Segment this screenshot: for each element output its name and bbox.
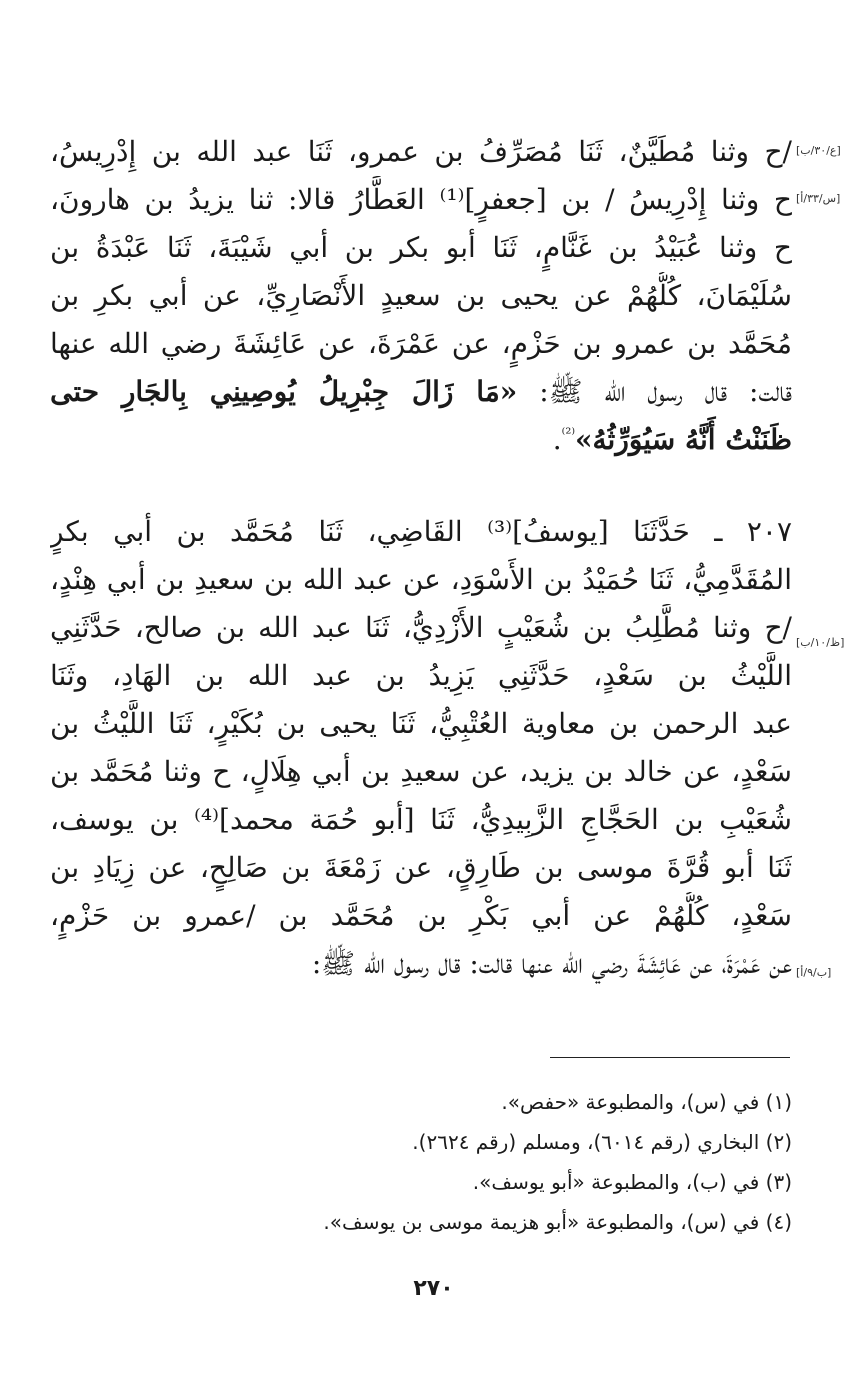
text-line: /ح وثنا مُطَّلِبُ بن شُعَيْبٍ الأَزْدِيُّ، ثَنَا عبد الله بن صالح، حَدَّثَنِي: [50, 611, 792, 644]
margin-ref: [ب/٩/أ]: [796, 966, 832, 979]
text-line: اللَّيْثُ بن سَعْدٍ، حَدَّثَنِي يَزِيدُ بن عبد الله بن الهَادِ، وثَنَا: [50, 659, 792, 692]
period: .: [552, 423, 562, 456]
text-line: سَعْدٍ، كُلُّهُمْ عن أبي بَكْرِ بن مُحَمَّد بن /عمرو بن حَزْمٍ،: [50, 899, 792, 932]
footnote: (٣) في (ب)، والمطبوعة «أبو يوسف».: [472, 1170, 792, 1194]
text-line: سَعْدٍ، عن خالد بن يزيد، عن سعيدِ بن أبي هِلَالٍ، ح وثنا مُحَمَّد بن: [50, 755, 792, 788]
footnote-ref: ⁽²⁾: [561, 424, 576, 443]
quote-intro: قالت: قال رسول الله ﷺ:: [517, 375, 792, 408]
text-line: ح وثنا إِدْرِيسُ / بن [جعفرٍ]⁽¹⁾ العَطَّارُ قالا: ثنا يزيدُ بن هارونَ،: [50, 183, 792, 216]
margin-ref: [ظ/١٠/ب]: [796, 636, 845, 649]
text-line: مُحَمَّد بن عمرو بن حَزْمٍ، عن عَمْرَةَ، عن عَائِشَةَ رضي الله عنها: [50, 327, 792, 360]
hadith-paragraph-207: [50, 508, 792, 988]
margin-ref: [ع/٣٠/ب]: [796, 144, 841, 157]
text-line: [50, 368, 792, 416]
text-line: ٢٠٧ ـ حَدَّثَنَا [يوسفُ]⁽³⁾ القَاضِي، ثَنَا مُحَمَّد بن أبي بكرٍ: [50, 515, 792, 548]
text-line: ح وثنا عُبَيْدُ بن غَنَّامٍ، ثَنَا أبو بكر بن أبي شَيْبَةَ، ثَنَا عَبْدَةُ بن: [50, 231, 792, 264]
text-line: المُقَدَّمِيُّ، ثَنَا حُمَيْدُ بن الأَسْوَدِ، عن عبد الله بن سعيدِ بن أبي هِنْدٍ،: [50, 563, 792, 596]
page-number: ٢٧٠: [413, 1276, 454, 1301]
footnote: (١) في (س)، والمطبوعة «حفص».: [501, 1090, 792, 1114]
text-line: شُعَيْبِ بن الحَجَّاجِ الزَّبِيدِيُّ، ثَنَا [أبو حُمَة محمد]⁽⁴⁾ بن يوسف،: [50, 803, 792, 836]
prophetic-quote: «مَا زَالَ جِبْرِيلُ يُوصِينِي بِالجَارِ حتى: [50, 375, 518, 408]
footnotes: [200, 1082, 792, 1242]
margin-ref: [س/٣٣/أ]: [796, 192, 841, 205]
text-line: [50, 416, 792, 464]
text-line: عبد الرحمن بن معاوية العُتْبِيُّ، ثَنَا يحيى بن بُكَيْرٍ، ثَنَا اللَّيْثُ بن: [50, 707, 792, 740]
hadith-paragraph: [50, 128, 792, 464]
text-line: /ح وثنا مُطَيَّنٌ، ثَنَا مُصَرِّفُ بن عمرو، ثَنَا عبد الله بن إِدْرِيسُ،: [50, 135, 792, 168]
prophetic-quote-end: ظَنَنْتُ أَنَّهُ سَيُوَرِّثُهُ»: [575, 423, 792, 456]
footnote: (٢) البخاري (رقم ٦٠١٤)، ومسلم (رقم ٢٦٢٤).: [412, 1130, 792, 1154]
footnote: (٤) في (س)، والمطبوعة «أبو هزيمة موسى بن يوسف».: [323, 1210, 792, 1234]
text-line: عن عَمْرَةَ، عن عَائِشَةَ رضي الله عنها قالت: قال رسول الله ﷺ:: [311, 947, 792, 980]
text-line: سُلَيْمَانَ، كُلُّهُمْ عن يحيى بن سعيدٍ الأَنْصَارِيِّ، عن أبي بكرِ بن: [50, 279, 792, 312]
footnote-divider: [550, 1057, 790, 1058]
text-line: ثَنَا أبو قُرَّةَ موسى بن طَارِقٍ، عن زَمْعَةَ بن صَالِحٍ، عن زِيَادِ بن: [50, 851, 792, 884]
